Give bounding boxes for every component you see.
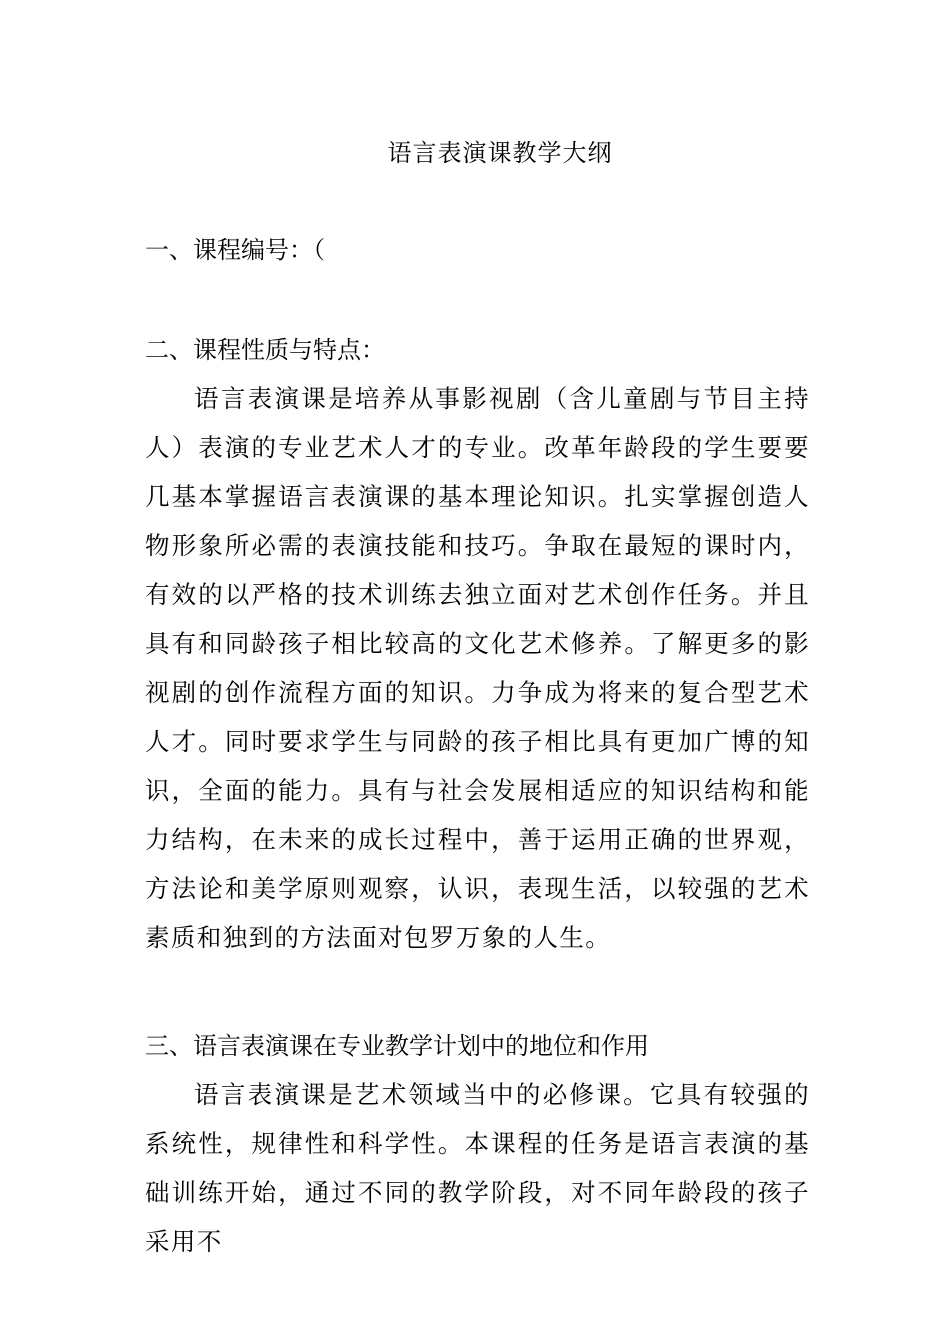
section-3-heading: 三、语言表演课在专业教学计划中的地位和作用 xyxy=(145,1032,649,1060)
section-2-heading: 二、课程性质与特点： xyxy=(145,336,385,364)
section-1-heading: 一、课程编号：（ xyxy=(145,236,325,264)
section-2-paragraph: 语言表演课是培养从事影视剧（含儿童剧与节目主持人）表演的专业艺术人才的专业。改革年龄段的学生要要几基本掌握语言表演课的基本理论知识。扎实掌握创造人物形象所必需的表演技能和技巧。争取在最短的课时内，有效的以严格的技术训练去独立面对艺术创作任务。并且具有和同龄孩子相比较高的文化艺术修养。了解更多的影视剧的创作流程方面的知识。力争成为将来的复合型艺术人才。同时要求学生与同龄的孩子相比具有更加广博的知识，全面的能力。具有与社会发展相适应的知识结构和能力结构，在未来的成长过程中，善于运用正确的世界观，方法论和美学原则观察，认识，表现生活，以较强的艺术素质和独到的方法面对包罗万象的人生。 xyxy=(145,384,810,952)
document-title: 语言表演课教学大纲 xyxy=(387,139,613,167)
section-3-paragraph: 语言表演课是艺术领域当中的必修课。它具有较强的系统性，规律性和科学性。本课程的任务是语言表演的基础训练开始，通过不同的教学阶段，对不同年龄段的孩子采用不 xyxy=(145,1080,810,1256)
